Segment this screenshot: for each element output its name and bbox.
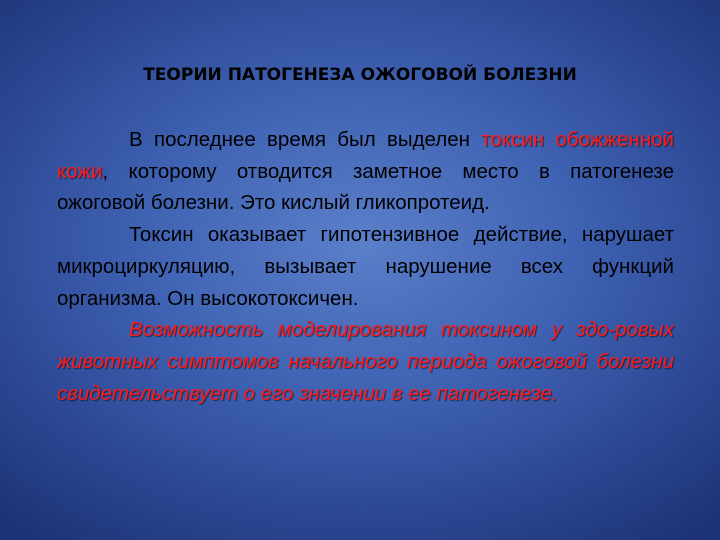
paragraph-1 — [57, 124, 674, 219]
paragraph-2: Токсин оказывает гипотензивное действие, нарушает микроциркуляцию, вызывает нарушение всех функций организма. Он высокотоксичен. — [57, 223, 674, 310]
paragraph-1-lead: В последнее время был выделен — [129, 128, 482, 151]
paragraph-1-highlight: токсин обожженной кожи — [57, 128, 674, 183]
slide-title: ТЕОРИИ ПАТОГЕНЕЗА ОЖОГОВОЙ БОЛЕЗНИ — [143, 65, 577, 85]
slide-body — [57, 124, 674, 409]
paragraph-3: Возможность моделирования токсином у здо-ровых животных симптомов начального периода ожоговой болезни свидетельствует о его значении в ее патогенезе. — [57, 318, 674, 405]
paragraph-1-rest: , которому отводится заметное место в патогенезе ожоговой болезни. Это кислый гликопротеид. — [57, 159, 674, 215]
